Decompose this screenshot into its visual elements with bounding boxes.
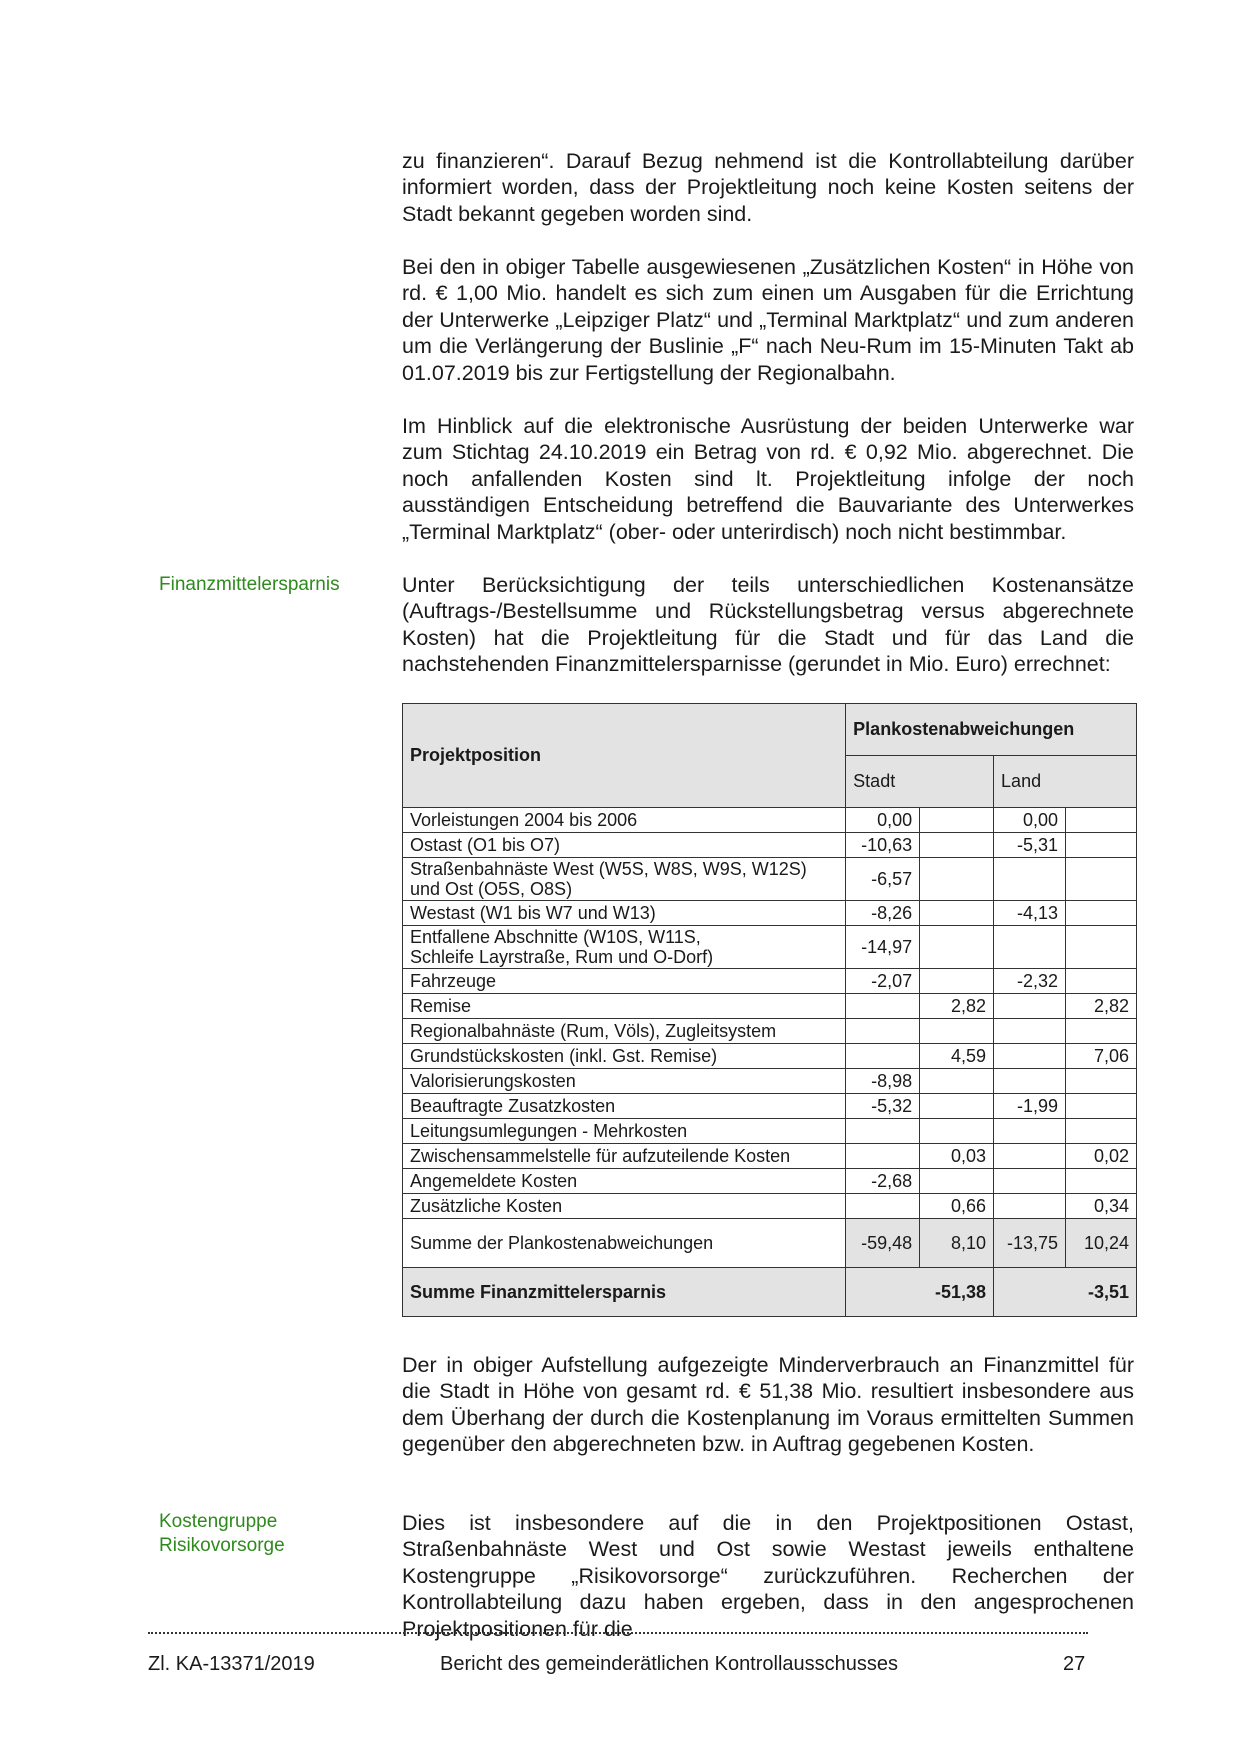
cell-land-a bbox=[994, 1169, 1066, 1194]
cell-stadt-a bbox=[846, 1119, 920, 1144]
cell-stadt-b: 4,59 bbox=[920, 1044, 994, 1069]
row-label bbox=[403, 926, 846, 969]
cell-land-b bbox=[1066, 858, 1137, 901]
cell-land-a bbox=[994, 926, 1066, 969]
table-row bbox=[403, 1144, 1137, 1169]
cell-land-a: -1,99 bbox=[994, 1094, 1066, 1119]
paragraph-3: Im Hinblick auf die elektronische Ausrüstung der beiden Unterwerke war zum Stichtag 24.10.2019 ein Betrag von rd. € 0,92 Mio. abgerechnet. Die noch anfallenden Kosten sind lt. Projektleitung infolge der noch ausständigen Entscheidung betreffend die Bauvariante des Unterwerkes „Terminal Marktplatz“ (ober- oder unterirdisch) noch nicht bestimmbar. bbox=[402, 414, 1134, 544]
cell-stadt-b bbox=[920, 926, 994, 969]
cell-stadt-b bbox=[920, 808, 994, 833]
cell-land-b bbox=[1066, 808, 1137, 833]
cell-stadt-b bbox=[920, 901, 994, 926]
margin-label-finanzmittelersparnis: Finanzmittelersparnis bbox=[159, 574, 340, 595]
row-label: Fahrzeuge bbox=[403, 969, 846, 994]
cell-stadt-b bbox=[920, 1069, 994, 1094]
cell-stadt-a: -14,97 bbox=[846, 926, 920, 969]
total-row bbox=[403, 1268, 1137, 1317]
cell-land-a: -5,31 bbox=[994, 833, 1066, 858]
total-stadt: -51,38 bbox=[846, 1268, 994, 1317]
table-row bbox=[403, 858, 1137, 901]
table-row bbox=[403, 833, 1137, 858]
total-land: -3,51 bbox=[994, 1268, 1137, 1317]
cell-stadt-b: 2,82 bbox=[920, 994, 994, 1019]
cell-stadt-b bbox=[920, 969, 994, 994]
paragraph-4: Unter Berücksichtigung der teils unterschiedlichen Kostenansätze (Auftrags-/Bestellsumme und Rückstellungsbetrag versus abgerechnete Kosten) hat die Projektleitung für die Stadt und für das Land die nachstehenden Finanzmittelersparnisse (gerundet in Mio. Euro) errechnet: bbox=[402, 573, 1134, 677]
cell-land-b bbox=[1066, 1094, 1137, 1119]
sum-stadt-a: -59,48 bbox=[846, 1219, 920, 1268]
cell-land-b bbox=[1066, 901, 1137, 926]
cell-stadt-a bbox=[846, 994, 920, 1019]
sum-stadt-b: 8,10 bbox=[920, 1219, 994, 1268]
footer-title: Bericht des gemeinderätlichen Kontrollausschusses bbox=[440, 1653, 899, 1675]
table-row bbox=[403, 1119, 1137, 1144]
table-row bbox=[403, 1094, 1137, 1119]
cell-stadt-a: -8,26 bbox=[846, 901, 920, 926]
table-row bbox=[403, 1019, 1137, 1044]
cell-stadt-a: 0,00 bbox=[846, 808, 920, 833]
cell-land-a bbox=[994, 1069, 1066, 1094]
table-row bbox=[403, 901, 1137, 926]
row-label: Beauftragte Zusatzkosten bbox=[403, 1094, 846, 1119]
cell-stadt-b bbox=[920, 1119, 994, 1144]
paragraph-2: Bei den in obiger Tabelle ausgewiesenen „Zusätzlichen Kosten“ in Höhe von rd. € 1,00 Mio. handelt es sich zum einen um Ausgaben für die Errichtung der Unterwerke „Leipziger Platz“ und „Terminal Marktplatz“ und zum anderen um die Verlängerung der Buslinie „F“ nach Neu-Rum im 15-Minuten Takt ab 01.07.2019 bis zur Fertigstellung der Regionalbahn. bbox=[402, 255, 1134, 385]
cell-land-a bbox=[994, 994, 1066, 1019]
cell-stadt-a: -2,07 bbox=[846, 969, 920, 994]
table-row bbox=[403, 1044, 1137, 1069]
cell-land-a bbox=[994, 1119, 1066, 1144]
total-row-label: Summe Finanzmittelersparnis bbox=[403, 1268, 846, 1317]
table-row bbox=[403, 1069, 1137, 1094]
cell-stadt-b bbox=[920, 1169, 994, 1194]
cell-stadt-a: -2,68 bbox=[846, 1169, 920, 1194]
header-land: Land bbox=[994, 756, 1137, 808]
cell-stadt-a: -8,98 bbox=[846, 1069, 920, 1094]
cell-stadt-b: 0,66 bbox=[920, 1194, 994, 1219]
sum-land-a: -13,75 bbox=[994, 1219, 1066, 1268]
table-row bbox=[403, 926, 1137, 969]
table-row bbox=[403, 808, 1137, 833]
row-label-line2: und Ost (O5S, O8S) bbox=[410, 879, 573, 899]
cell-stadt-b bbox=[920, 1019, 994, 1044]
row-label: Remise bbox=[403, 994, 846, 1019]
sum-land-b: 10,24 bbox=[1066, 1219, 1137, 1268]
row-label: Westast (W1 bis W7 und W13) bbox=[403, 901, 846, 926]
cell-stadt-a bbox=[846, 1019, 920, 1044]
cell-land-a bbox=[994, 1144, 1066, 1169]
table-row bbox=[403, 1169, 1137, 1194]
row-label: Vorleistungen 2004 bis 2006 bbox=[403, 808, 846, 833]
row-label: Valorisierungskosten bbox=[403, 1069, 846, 1094]
cell-land-b: 2,82 bbox=[1066, 994, 1137, 1019]
cell-stadt-b bbox=[920, 1094, 994, 1119]
cell-land-b bbox=[1066, 1019, 1137, 1044]
row-label: Zwischensammelstelle für aufzuteilende Kosten bbox=[403, 1144, 846, 1169]
cell-land-b bbox=[1066, 1119, 1137, 1144]
cell-land-b bbox=[1066, 969, 1137, 994]
row-label: Leitungsumlegungen - Mehrkosten bbox=[403, 1119, 846, 1144]
paragraph-1: zu finanzieren“. Darauf Bezug nehmend ist die Kontrollabteilung darüber informiert worden, dass der Projektleitung noch keine Kosten seitens der Stadt bekannt gegeben worden sind. bbox=[402, 149, 1134, 226]
cell-land-a: 0,00 bbox=[994, 808, 1066, 833]
cell-stadt-a: -5,32 bbox=[846, 1094, 920, 1119]
cell-stadt-a: -10,63 bbox=[846, 833, 920, 858]
row-label-line1: Straßenbahnäste West (W5S, W8S, W9S, W12S) bbox=[410, 859, 807, 879]
margin-label-line2: Risikovorsorge bbox=[159, 1535, 285, 1556]
cell-land-a bbox=[994, 1044, 1066, 1069]
header-projektposition: Projektposition bbox=[403, 704, 846, 808]
row-label: Regionalbahnäste (Rum, Völs), Zugleitsystem bbox=[403, 1019, 846, 1044]
paragraph-5: Der in obiger Aufstellung aufgezeigte Minderverbrauch an Finanzmittel für die Stadt in Höhe von gesamt rd. € 51,38 Mio. resultiert insbesondere aus dem Überhang der durch die Kostenplanung im Voraus ermittelten Summen gegenüber den abgerechneten bzw. in Auftrag gegebenen Kosten. bbox=[402, 1353, 1134, 1457]
cell-land-b: 0,02 bbox=[1066, 1144, 1137, 1169]
row-label: Ostast (O1 bis O7) bbox=[403, 833, 846, 858]
cell-land-b bbox=[1066, 926, 1137, 969]
table-row bbox=[403, 994, 1137, 1019]
cell-land-b bbox=[1066, 833, 1137, 858]
table-row bbox=[403, 1194, 1137, 1219]
cell-land-a bbox=[994, 1194, 1066, 1219]
row-label: Zusätzliche Kosten bbox=[403, 1194, 846, 1219]
sum-row bbox=[403, 1219, 1137, 1268]
row-label: Angemeldete Kosten bbox=[403, 1169, 846, 1194]
cell-stadt-a bbox=[846, 1144, 920, 1169]
margin-label-risikovorsorge bbox=[159, 1510, 379, 1558]
cell-stadt-b bbox=[920, 858, 994, 901]
footer-reference: Zl. KA-13371/2019 bbox=[148, 1653, 315, 1675]
cell-land-a bbox=[994, 858, 1066, 901]
row-label bbox=[403, 858, 846, 901]
cell-land-a: -2,32 bbox=[994, 969, 1066, 994]
header-plankostenabweichungen: Plankostenabweichungen bbox=[846, 704, 1137, 756]
sum-row-label: Summe der Plankostenabweichungen bbox=[403, 1219, 846, 1268]
paragraph-6: Dies ist insbesondere auf die in den Projektpositionen Ostast, Straßenbahnäste West und Ost sowie Westast jeweils enthaltene Kostengruppe „Risikovorsorge“ zurückzuführen. Recherchen der Kontrollabteilung dazu haben ergeben, dass in den angesprochenen Projektpositionen für die bbox=[402, 1511, 1134, 1641]
cell-stadt-a bbox=[846, 1044, 920, 1069]
footer-divider bbox=[148, 1632, 1088, 1634]
cell-stadt-a bbox=[846, 1194, 920, 1219]
header-stadt: Stadt bbox=[846, 756, 994, 808]
margin-label-line1: Kostengruppe bbox=[159, 1511, 278, 1532]
row-label: Grundstückskosten (inkl. Gst. Remise) bbox=[403, 1044, 846, 1069]
cell-land-a bbox=[994, 1019, 1066, 1044]
row-label-line2: Schleife Layrstraße, Rum und O-Dorf) bbox=[410, 947, 714, 967]
cell-land-b: 7,06 bbox=[1066, 1044, 1137, 1069]
cell-stadt-b: 0,03 bbox=[920, 1144, 994, 1169]
cell-land-b: 0,34 bbox=[1066, 1194, 1137, 1219]
cell-stadt-a: -6,57 bbox=[846, 858, 920, 901]
cell-land-b bbox=[1066, 1069, 1137, 1094]
cell-stadt-b bbox=[920, 833, 994, 858]
table-row bbox=[403, 969, 1137, 994]
cell-land-b bbox=[1066, 1169, 1137, 1194]
cost-deviation-table bbox=[402, 703, 1137, 1317]
page-number: 27 bbox=[1063, 1653, 1086, 1675]
row-label-line1: Entfallene Abschnitte (W10S, W11S, bbox=[410, 927, 701, 947]
cell-land-a: -4,13 bbox=[994, 901, 1066, 926]
